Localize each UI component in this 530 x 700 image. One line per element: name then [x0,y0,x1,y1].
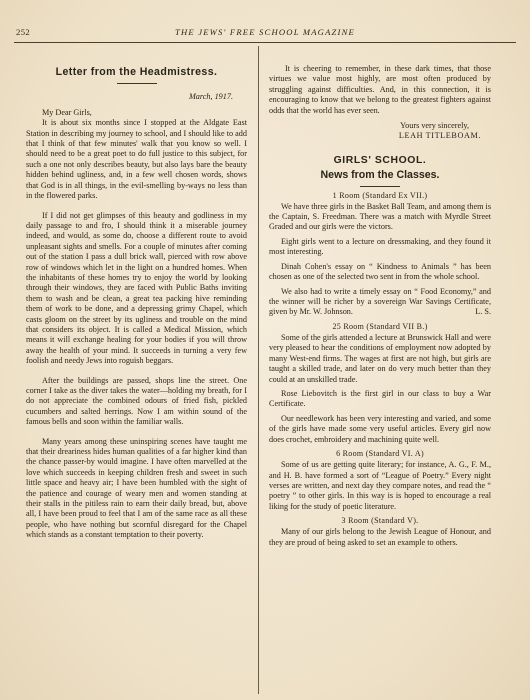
room-paragraph: Dinah Cohen's essay on “ Kindness to Animals ” has been chosen as one of the selected two sent in from the whole school. [269,261,491,282]
room-paragraph: Eight girls went to a lecture on dressmaking, and they found it most interesting. [269,236,491,257]
room-heading: 6 Room (Standard VI. A) [336,448,424,458]
page-number: 252 [16,27,31,37]
letter-paragraph: It is about six months since I stopped at the Aldgate East Station in describing my journey to school, and I should like to add that I think of that few minutes' walk that you know so well. I should need to be a great poet to do full justice to this subject, for such a one not only describes beauty, but also lays bare the beauty hidden behind ugliness, and, in a few well chosen words, shows that God is in all things, in the evil-smelling by-ways no less than in the flowered parks. [26,118,247,201]
room-paragraph: Rose Liebovitch is the first girl in our class to buy a War Certificate. [269,388,491,409]
room-paragraph: We have three girls in the Basket Ball Team, and among them is the Captain, S. Freedman. There was a match with Myrdle Street Graded and our girls were the victors. [269,201,491,232]
room-heading: 1 Room (Standard Ex VII.) [332,190,428,200]
letter-paragraph: After the buildings are passed, shops line the street. One corner I take as the diver takes the water—holding my breath, for I do not appreciate the combined odours of fried fish, pickled cucumbers and salted herrings. Now I am within sound of the famous bells and soon within the familiar walls. [26,375,247,427]
letter-signer: LEAH TITLEBOAM. [398,131,481,141]
room-paragraph [269,287,491,318]
room-initials: L. S. [475,307,491,317]
column-divider [258,46,259,694]
running-head [14,27,516,41]
letter-paragraph: If I did not get glimpses of this beauty and godliness in my daily passage to and fro, I should think it a miserable journey indeed, and would, as some do, choose a different route to avoid unpleasant sights and smells. For a couple of minutes after coming out of the station I pass a dull brick wall, pierced with row above row of windows which let in the light on a hundred homes. When the inhabitants of these homes try to enjoy the world by looking through their windows, they are faced with Public Baths inviting them to wash and be clean, a great tea packing hive reminding them of work to be done, and a depressing grimy Chapel, which casts gloom on the street by its ugliness and trouble on the mind that considers its object. It is called a Medical Mission, which means it will exchange healing for your bodies if you will throw away the health of your mind. It succeeds in turning a very few foolish and needy Jews into roguish beggars. [26,210,247,366]
letter-paragraph: Many years among these uninspiring scenes have taught me that their dreariness hides human qualities of a far higher kind than the chance passer-by would imagine. I have often marvelled at the love which succeeds in keeping children fresh and sweet in such little space and heavy air; I have been humbled with the sight of the patience and courage of weary men and women standing at their stalls in the pitiless rain to earn their daily bread, but, above all, I have been proud to feel that I am of the same race as all these people, who have nothing but scornful disregard for the Chapel which stands as a constant temptation to their poverty. [26,436,247,540]
room-paragraph: Many of our girls belong to the Jewish League of Honour, and they are proud of being asked to set an example to others. [269,527,491,547]
letter-date: March, 1917. [188,92,233,102]
room-block [269,449,491,512]
title-rule [117,83,157,84]
room-paragraph: Our needlework has been very interesting and varied, and some of the girls have made some very useful articles. Every girl now does crochet, embroidery and machining quite well. [269,413,491,444]
section-subheading: News from the Classes. [320,169,440,182]
header-rule [14,42,516,43]
subheading-rule [360,186,400,187]
room-paragraph-text: We also had to write a timely essay on “ Food Economy,” and the winner will be richer by a sovereign War Savings Certificate, given by Mr. W. Johnson. [269,286,491,317]
salutation [26,108,247,118]
letter-title: Letter from the Headmistress. [55,66,218,78]
left-column [26,64,247,692]
room-paragraph: Some of the girls attended a lecture at Brunswick Hall and were very pleased to hear the conditions of employment now adopted by many West-end firms. The wages at first are not high, but girls are taught a skilled trade, and later on do very much better than they could at an unskilled trade. [269,332,491,384]
letter-closing-paragraph: It is cheering to remember, in these dark times, that those virtues we value most highly, are most often produced by struggling against difficulties. And, in this connection, it is encouraging to know that we belong to the greatest fighters against odds that the world has ever seen. [269,64,491,115]
running-title: THE JEWS' FREE SCHOOL MAGAZINE [175,27,355,37]
section-heading: GIRLS' SCHOOL. [333,154,427,166]
room-heading: 3 Room (Standard V). [341,516,419,526]
room-block [269,322,491,445]
room-block [269,191,491,318]
letter-signoff: Yours very sincerely, [400,121,469,131]
room-paragraph: Some of us are getting quite literary; for instance, A. G., F. M., and H. B. have formed a sort of “League of Poetry.” Every night verses are written, and next day they compare notes, and read the “ poetry ” to other girls. In this way is is hoped to encourage a real liking for the study of poetic literature. [269,460,491,511]
room-block [269,516,491,548]
room-heading: 25 Room (Standard VII B.) [332,321,428,331]
salutation-text: My Dear Girls, [42,107,92,117]
right-column [269,64,491,692]
